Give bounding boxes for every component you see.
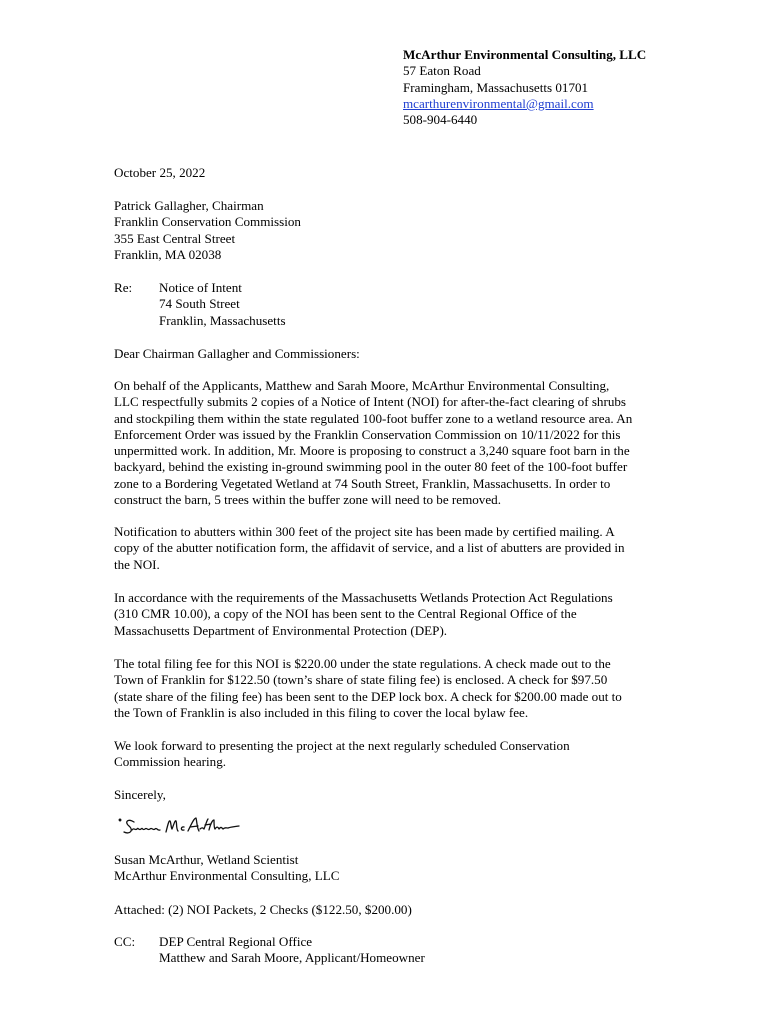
paragraph-line: In accordance with the requirements of the Massachusetts Wetlands Protection Act Regulations bbox=[114, 590, 613, 605]
company-name: McArthur Environmental Consulting, LLC bbox=[403, 47, 647, 62]
attachments bbox=[114, 902, 674, 918]
handwritten-signature bbox=[118, 810, 248, 844]
paragraph-line: unpermitted work. In addition, Mr. Moore is proposing to construct a 3,240 square foot barn in the bbox=[114, 443, 630, 459]
paragraph-line: backyard, behind the existing in-ground swimming pool in the outer 80 feet of the 100-foot buffer bbox=[114, 459, 628, 475]
phone-number: 508-904-6440 bbox=[403, 112, 478, 128]
paragraph-line: the NOI. bbox=[114, 556, 160, 572]
paragraph-line: We look forward to presenting the project at the next regularly scheduled Conservation bbox=[114, 738, 570, 753]
recipient-name: Patrick Gallagher, Chairman bbox=[114, 198, 264, 213]
paragraph-line: On behalf of the Applicants, Matthew and Sarah Moore, McArthur Environmental Consulting, bbox=[114, 378, 610, 393]
re-line-2: 74 South Street bbox=[159, 296, 240, 312]
recipient-city: Franklin, MA 02038 bbox=[114, 246, 222, 262]
letter-date bbox=[114, 165, 674, 181]
paragraph-line: Massachusetts Department of Environmental Protection (DEP). bbox=[114, 622, 448, 638]
letterhead bbox=[403, 47, 646, 128]
body-paragraph-5 bbox=[114, 738, 674, 771]
body-paragraph-1 bbox=[114, 378, 674, 508]
paragraph-line: copy of the abutter notification form, the affidavit of service, and a list of abutters are provided in bbox=[114, 540, 625, 556]
paragraph-line: Town of Franklin for $122.50 (town’s share of state filing fee) is enclosed. A check for $97.50 bbox=[114, 672, 608, 688]
body-paragraph-3 bbox=[114, 590, 674, 639]
address-line-2: Framingham, Massachusetts 01701 bbox=[403, 79, 589, 95]
cc-list bbox=[159, 934, 425, 967]
closing bbox=[114, 787, 674, 803]
recipient-address bbox=[114, 198, 674, 263]
date-text: October 25, 2022 bbox=[114, 165, 206, 180]
recipient-street: 355 East Central Street bbox=[114, 230, 236, 246]
signer-name: Susan McArthur, Wetland Scientist bbox=[114, 852, 299, 867]
paragraph-line: construct the barn, 5 trees within the buffer zone will need to be removed. bbox=[114, 492, 501, 508]
body-paragraph-4 bbox=[114, 656, 674, 721]
paragraph-line: the Town of Franklin is also included in this filing to cover the local bylaw fee. bbox=[114, 704, 529, 720]
cc-label: CC: bbox=[114, 934, 136, 949]
re-line-3: Franklin, Massachusetts bbox=[159, 312, 286, 328]
salutation-text: Dear Chairman Gallagher and Commissioners: bbox=[114, 346, 360, 361]
signer-block bbox=[114, 852, 674, 885]
recipient-org: Franklin Conservation Commission bbox=[114, 214, 301, 230]
attached-text: Attached: (2) NOI Packets, 2 Checks ($122.50, $200.00) bbox=[114, 902, 412, 917]
body-paragraph-2 bbox=[114, 524, 674, 573]
cc-line-2: Matthew and Sarah Moore, Applicant/Homeowner bbox=[159, 950, 425, 966]
email-link[interactable]: mcarthurenvironmental@gmail.com bbox=[403, 95, 594, 111]
paragraph-line: Commission hearing. bbox=[114, 754, 227, 770]
paragraph-line: (310 CMR 10.00), a copy of the NOI has been sent to the Central Regional Office of the bbox=[114, 606, 577, 622]
paragraph-line: The total filing fee for this NOI is $220.00 under the state regulations. A check made out to the bbox=[114, 656, 611, 671]
re-line-1: Notice of Intent bbox=[159, 280, 242, 295]
cc-line-1: DEP Central Regional Office bbox=[159, 934, 313, 949]
paragraph-line: (state share of the filing fee) has been sent to the DEP lock box. A check for $200.00 made out to bbox=[114, 688, 622, 704]
closing-text: Sincerely, bbox=[114, 787, 166, 802]
re-subject bbox=[159, 280, 286, 329]
paragraph-line: zone to a Bordering Vegetated Wetland at 74 South Street, Franklin, Massachusetts. In order to bbox=[114, 475, 611, 491]
signer-company: McArthur Environmental Consulting, LLC bbox=[114, 868, 340, 884]
address-line-1: 57 Eaton Road bbox=[403, 63, 481, 79]
paragraph-line: LLC respectfully submits 2 copies of a Notice of Intent (NOI) for after-the-fact clearing of shrubs bbox=[114, 394, 627, 410]
salutation bbox=[114, 346, 674, 362]
paragraph-line: Enforcement Order was issued by the Franklin Conservation Commission on 10/11/2022 for this bbox=[114, 426, 621, 442]
re-label: Re: bbox=[114, 280, 133, 295]
paragraph-line: and stockpiling them within the state regulated 100-foot buffer zone to a wetland resource area. An bbox=[114, 410, 633, 426]
paragraph-line: Notification to abutters within 300 feet of the project site has been made by certified mailing. A bbox=[114, 524, 615, 539]
